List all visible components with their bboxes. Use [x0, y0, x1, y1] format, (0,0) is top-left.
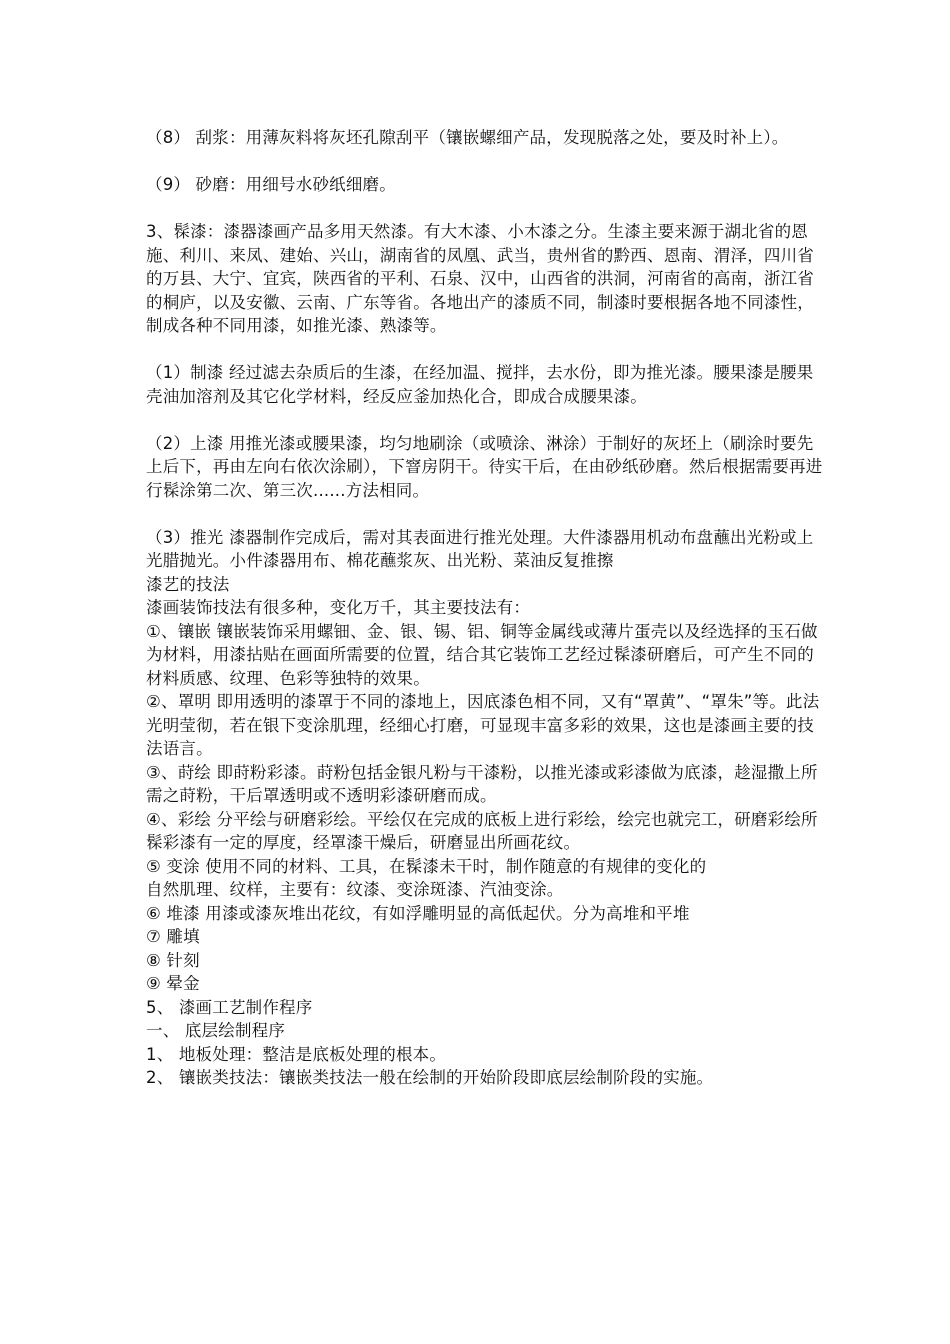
paragraph-gap — [146, 408, 826, 432]
technique-transparent-coat: ②、罩明 即用透明的漆罩于不同的漆地上，因底漆色相不同，又有“罩黄”、“罩朱”等。此法光明莹彻，若在银下变涂肌理，经细心打磨，可显现丰富多彩的效果，这也是漆画主要的技法语言。 — [146, 692, 820, 758]
technique-gold-blur: ⑨ 晕金 — [146, 974, 200, 993]
paragraph-applying-lacquer: （2）上漆 用推光漆或腰果漆，均匀地刷涂（或喷涂、淋涂）于制好的灰坯上（刷涂时要先上后下，再由左向右依次涂刷），下窨房阴干。待实干后，在由砂纸砂磨。然后根据需要再进行髹涂第二次、第三次......方法相同。 — [146, 433, 823, 500]
subsection-heading-base-layer: 一、 底层绘制程序 — [146, 1021, 286, 1040]
paragraph-gap — [146, 502, 826, 526]
technique-painting: ④、彩绘 分平绘与研磨彩绘。平绘仅在完成的底板上进行彩绘，绘完也就完工，研磨彩绘所髹彩漆有一定的厚度，经罩漆干燥后，研磨显出所画花纹。 — [146, 809, 818, 852]
section-heading-procedure: 5、 漆画工艺制作程序 — [146, 997, 313, 1017]
technique-variation: ⑤ 变涂 使用不同的材料、工具，在髹漆未干时，制作随意的有规律的变化的 — [146, 856, 707, 876]
technique-variation-detail: 自然肌理、纹样，主要有：纹漆、变涂斑漆、汽油变涂。 — [146, 880, 564, 899]
technique-carve-fill: ⑦ 雕填 — [146, 927, 200, 946]
paragraph-gap — [146, 197, 826, 221]
technique-powder-sprinkle: ③、莳绘 即莳粉彩漆。莳粉包括金银凡粉与干漆粉，以推光漆或彩漆做为底漆，趁湿撒上所需之莳粉，干后罩透明或不透明彩漆研磨而成。 — [146, 762, 818, 805]
step-inlay-technique: 2、 镶嵌类技法：镶嵌类技法一般在绘制的开始阶段即底层绘制阶段的实施。 — [146, 1068, 714, 1087]
paragraph-gap — [146, 338, 826, 362]
technique-needle-carving: ⑧ 针刻 — [146, 950, 200, 970]
paragraph-scraping: （8） 刮浆：用薄灰料将灰坯孔隙刮平（镶嵌螺细产品，发现脱落之处，要及时补上）。 — [146, 128, 789, 147]
paragraph-sanding: （9） 砂磨：用细号水砂纸细磨。 — [146, 175, 396, 194]
paragraph-gap — [146, 150, 826, 174]
paragraph-making-lacquer: （1）制漆 经过滤去杂质后的生漆，在经加温、搅拌，去水份，即为推光漆。腰果漆是腰果壳油加溶剂及其它化学材料，经反应釜加热化合，即成合成腰果漆。 — [146, 363, 814, 406]
document-body — [146, 126, 826, 1090]
paragraph-lacquering: 3、髹漆：漆器漆画产品多用天然漆。有大木漆、小木漆之分。生漆主要来源于湖北省的恩施、利川、来凤、建始、兴山，湖南省的凤凰、武当，贵州省的黔西、恩南、渭泽，四川省的万县、大宁、宜宾，陕西省的平利、石泉、汉中，山西省的洪洞，河南省的高南，浙江省的桐庐，以及安徽、云南、广东等省。各地出产的漆质不同，制漆时要根据各地不同漆性，制成各种不同用漆，如推光漆、熟漆等。 — [146, 222, 814, 335]
section-heading-techniques: 漆艺的技法 — [146, 574, 230, 594]
step-floor-treatment: 1、 地板处理：整洁是底板处理的根本。 — [146, 1044, 447, 1064]
paragraph-polishing: （3）推光 漆器制作完成后，需对其表面进行推光处理。大件漆器用机动布盘蘸出光粉或上光腊抛光。小件漆器用布、棉花蘸浆灰、出光粉、菜油反复推擦 — [146, 527, 814, 570]
paragraph-techniques-intro: 漆画装饰技法有很多种，变化万千，其主要技法有： — [146, 598, 531, 617]
technique-piling: ⑥ 堆漆 用漆或漆灰堆出花纹，有如浮雕明显的高低起伏。分为高堆和平堆 — [146, 903, 690, 923]
technique-inlay: ①、镶嵌 镶嵌装饰采用螺钿、金、银、锡、铝、铜等金属线或薄片蛋壳以及经选择的玉石做为材料，用漆拈贴在画面所需要的位置，结合其它装饰工艺经过髹漆研磨后，可产生不同的材料质感、纹理、色彩等独特的效果。 — [146, 621, 818, 688]
